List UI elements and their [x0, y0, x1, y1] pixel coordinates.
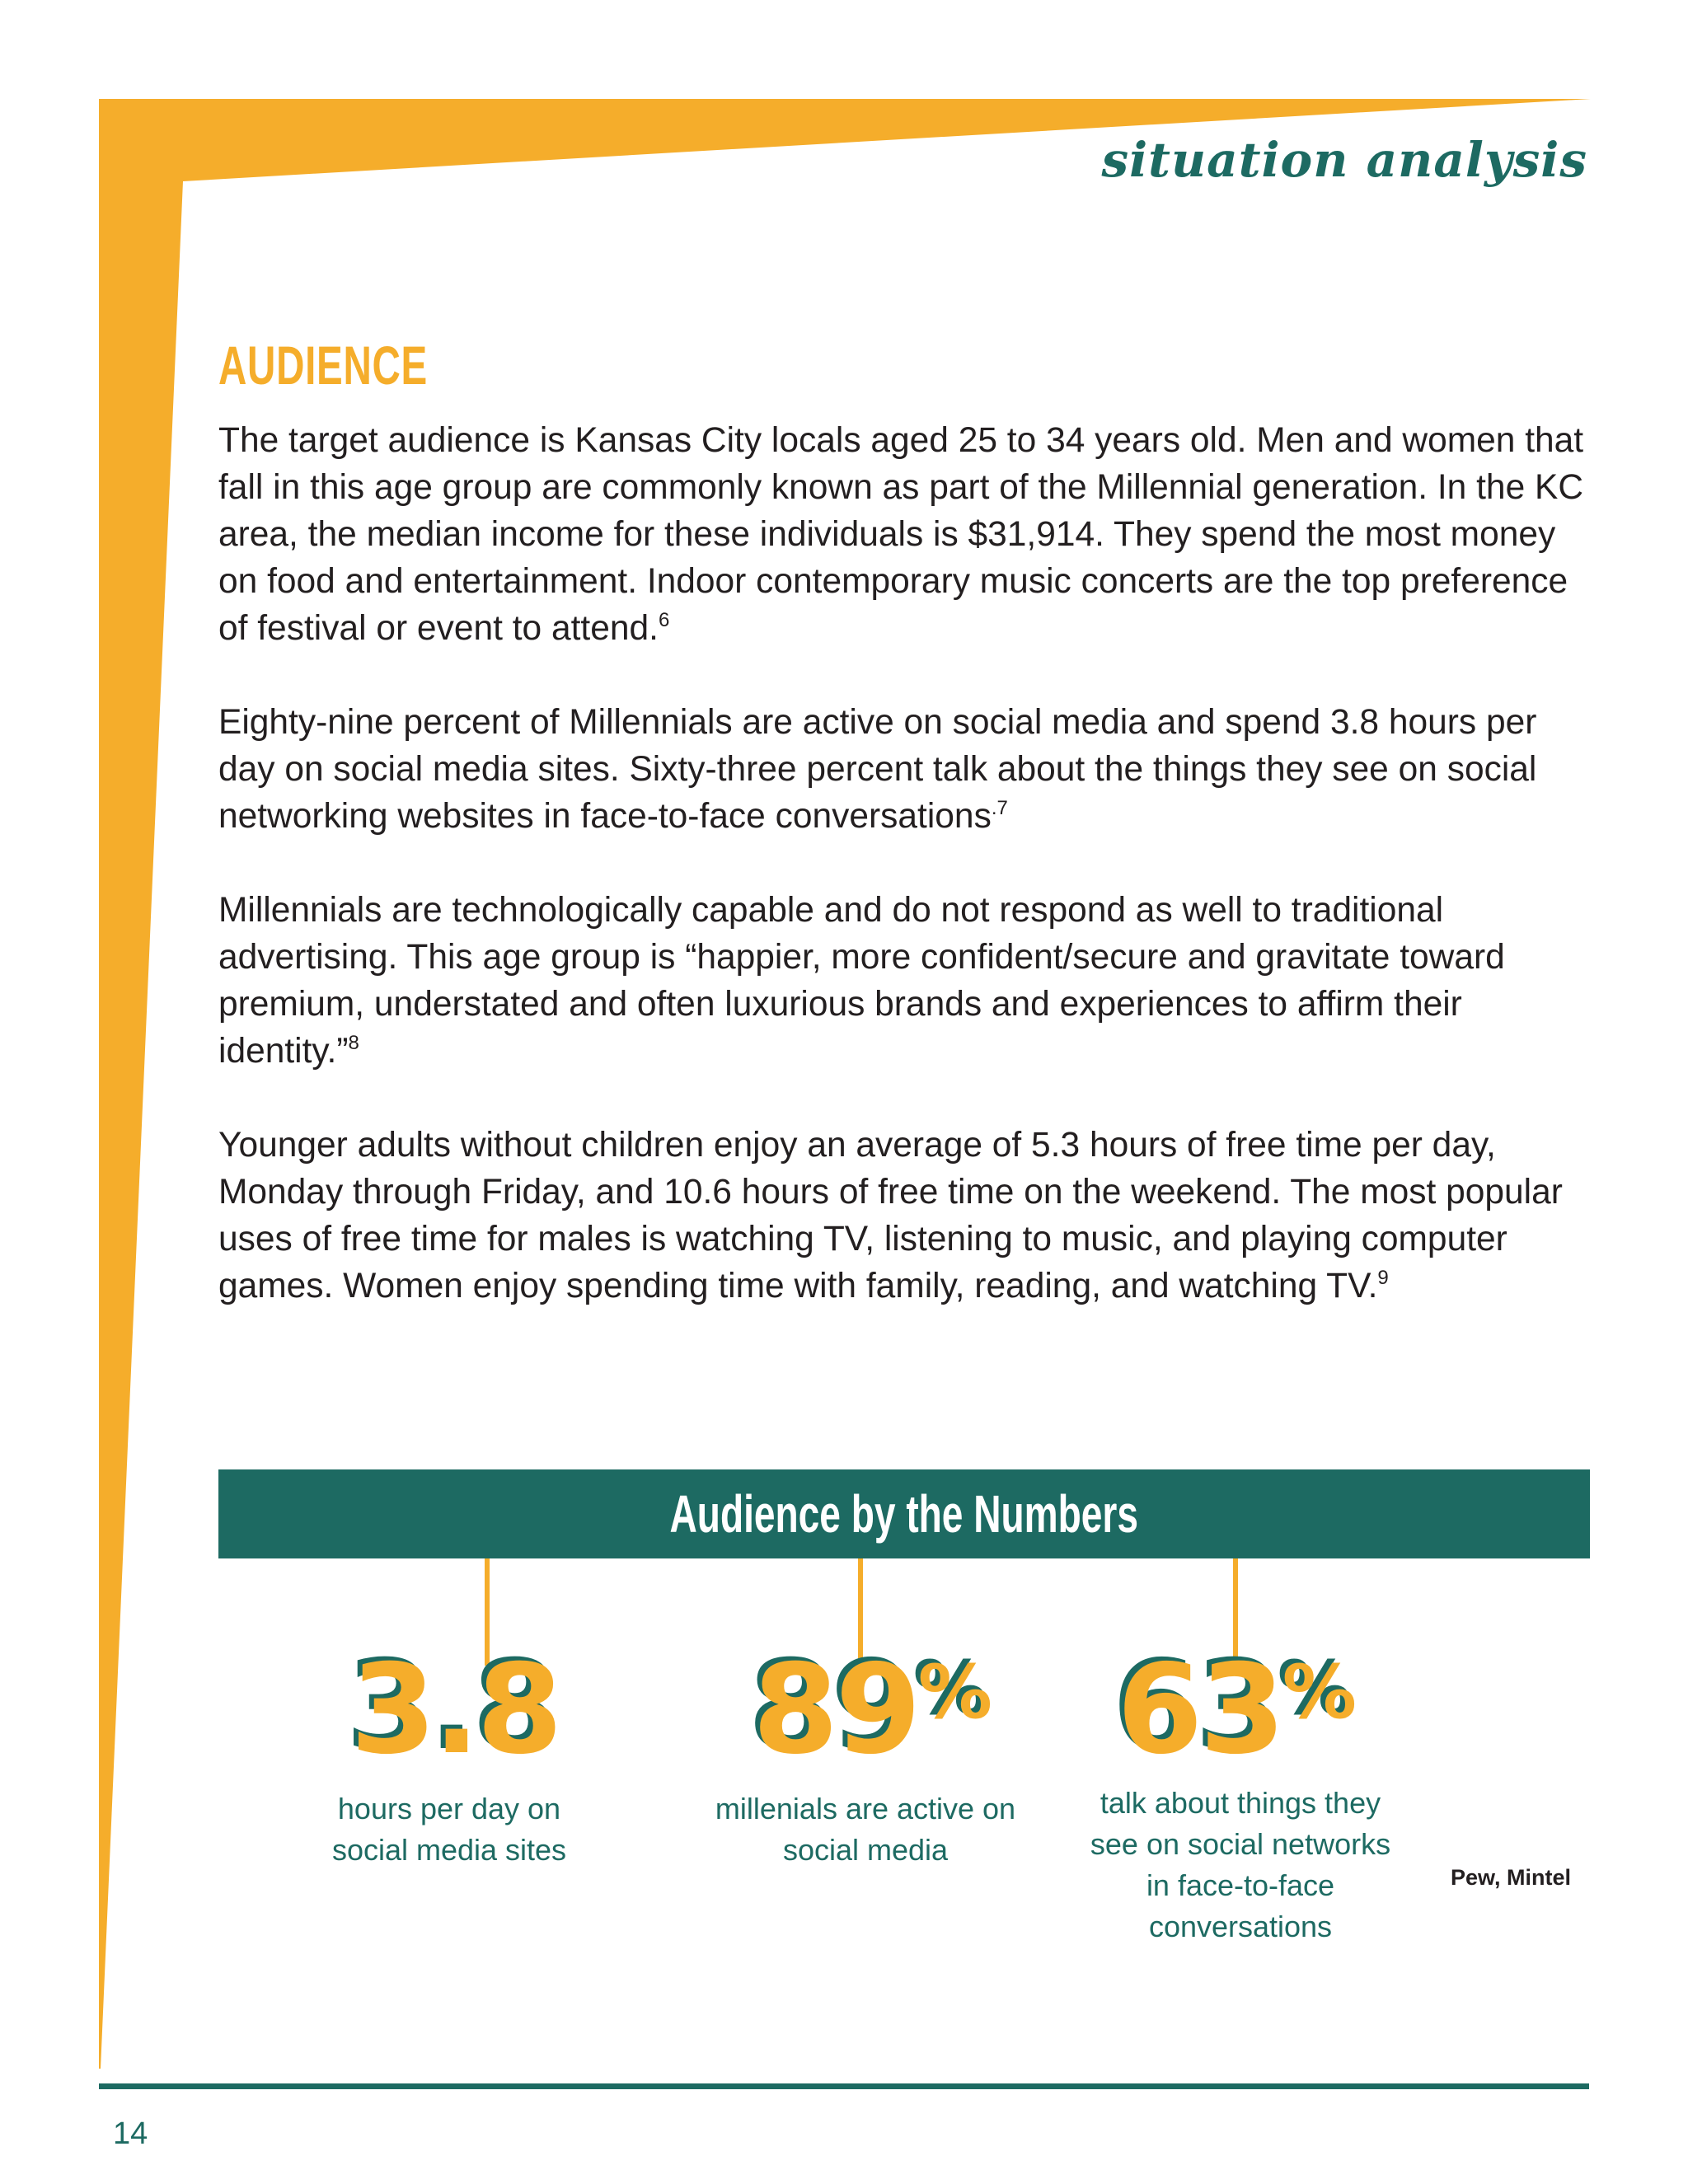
- stat-value-hours: 3.8: [350, 1638, 560, 1782]
- footnote-marker: 8: [348, 1032, 359, 1054]
- stat-value-active: 89%: [753, 1638, 992, 1782]
- stat-caption-hours: hours per day on social media sites: [331, 1792, 567, 1867]
- page-number: 14: [113, 2116, 148, 2151]
- numbers-banner: [218, 1469, 1590, 1558]
- paragraph: The target audience is Kansas City locals aged 25 to 34 years old. Men and women that fall in this age group are commonly known as part of the Millennial generation. In the KC area, the median income for these individuals is $31,914. They spend the most money on food and entertainment. Indoor contemporary music concerts are the top preference of festival or event to attend.$^6$: [218, 421, 1584, 648]
- section-label: situation analysis: [1101, 132, 1587, 188]
- stat-value-talk: 63%: [1117, 1638, 1357, 1782]
- stat-caption-talk: talk about things they see on social networks in face-to-face conversations: [1090, 1786, 1391, 1943]
- footer-rule: [99, 2083, 1589, 2089]
- footnote-marker: 6: [658, 609, 670, 631]
- footnote-marker: .7: [991, 797, 1008, 819]
- footnote-marker: 9: [1377, 1267, 1389, 1289]
- paragraph: Millennials are technologically capable and do not respond as well to traditional advertising. This age group is “happier, more confident/secure and gravitate toward premium, understated and often luxurious brands and experiences to affirm their identity.”$^8$: [218, 891, 1505, 1071]
- audience-body: [218, 417, 1587, 1357]
- stat-caption-active: millenials are active on social media: [715, 1792, 1016, 1867]
- paragraph: Eighty-nine percent of Millennials are active on social media and spend 3.8 hours per day on social media sites. Sixty-three percent talk about the things they see on social networking websites in face-to-face conversations$^{.7}$: [218, 703, 1537, 836]
- paragraph: Younger adults without children enjoy an average of 5.3 hours of free time per day, Monday through Friday, and 10.6 hours of free time on the weekend. The most popular uses of free time for males is watching TV, listening to music, and playing computer games. Women enjoy spending time with family, reading, and watching TV.$^9$: [218, 1126, 1563, 1305]
- numbers-title: Audience by the Numbers: [669, 1484, 1139, 1544]
- source-credit: Pew, Mintel: [1451, 1865, 1572, 1890]
- audience-heading: AUDIENCE: [218, 335, 428, 396]
